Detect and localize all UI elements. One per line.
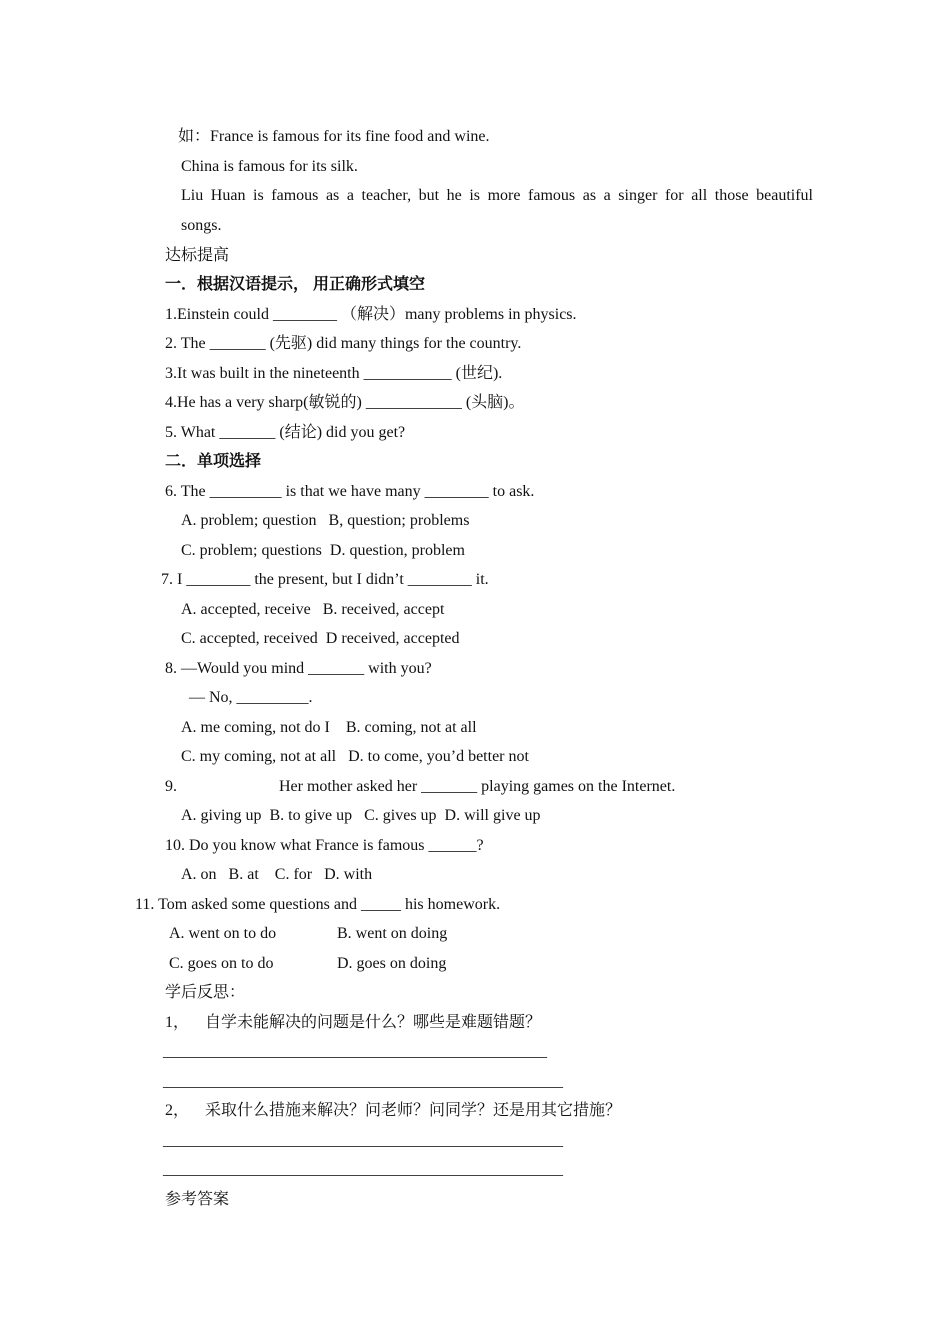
question-8-reply: — No, _________. <box>189 689 313 706</box>
question-8: 8. —Would you mind _______ with you? <box>165 660 432 677</box>
question-8-options-cd: C. my coming, not at all D. to come, you’d better not <box>181 748 529 765</box>
answer-blank-2: __________________________________________________ <box>163 1073 563 1090</box>
answer-blank-3: __________________________________________________ <box>163 1132 563 1149</box>
question-9: Her mother asked her _______ playing games on the Internet. <box>279 778 676 795</box>
question-11-option-d: D. goes on doing <box>337 955 447 972</box>
example-line-4: songs. <box>181 217 222 234</box>
question-6-options-ab: A. problem; question B, question; problems <box>181 512 470 529</box>
example-line-3: Liu Huan is famous as a teacher, but he is more famous as a singer for all those beautiful <box>181 187 813 204</box>
answer-blank-1: ________________________________________________ <box>163 1043 547 1060</box>
part1-heading: 一．根据汉语提示， 用正确形式填空 <box>165 276 426 293</box>
question-1: 1.Einstein could ________ （解决）many problems in physics. <box>165 306 577 323</box>
section-heading: 达标提高 <box>165 247 230 264</box>
question-4: 4.He has a very sharp(敏锐的) ____________ (头脑)。 <box>165 394 525 411</box>
part2-heading: 二．单项选择 <box>165 453 262 470</box>
question-6-options-cd: C. problem; questions D. question, problem <box>181 542 465 559</box>
reflection-question-2: 2， 采取什么措施来解决？问老师？问同学？还是用其它措施？ <box>165 1102 622 1119</box>
question-11-option-a: A. went on to do <box>169 925 277 942</box>
question-9-number: 9. <box>165 778 177 795</box>
question-5: 5. What _______ (结论) did you get? <box>165 424 406 441</box>
example-line-2: China is famous for its silk. <box>181 158 358 175</box>
question-10: 10. Do you know what France is famous ______? <box>165 837 484 854</box>
question-7-options-cd: C. accepted, received D received, accepted <box>181 630 460 647</box>
reflection-heading: 学后反思： <box>165 984 246 1001</box>
question-3: 3.It was built in the nineteenth ___________ (世纪). <box>165 365 503 382</box>
question-11-option-b: B. went on doing <box>337 925 448 942</box>
question-2: 2. The _______ (先驱) did many things for the country. <box>165 335 522 352</box>
example-line-1: 如：France is famous for its fine food and wine. <box>178 128 490 145</box>
answers-heading: 参考答案 <box>165 1191 230 1208</box>
question-7: 7. I ________ the present, but I didn’t ________ it. <box>161 571 489 588</box>
question-9-options: A. giving up B. to give up C. gives up D. will give up <box>181 807 541 824</box>
question-6: 6. The _________ is that we have many ________ to ask. <box>165 483 535 500</box>
question-11: 11. Tom asked some questions and _____ his homework. <box>135 896 501 913</box>
reflection-question-1: 1， 自学未能解决的问题是什么？哪些是难题错题？ <box>165 1014 542 1031</box>
question-8-options-ab: A. me coming, not do I B. coming, not at all <box>181 719 477 736</box>
question-7-options-ab: A. accepted, receive B. received, accept <box>181 601 445 618</box>
question-10-options: A. on B. at C. for D. with <box>181 866 373 883</box>
question-11-option-c: C. goes on to do <box>169 955 274 972</box>
answer-blank-4: __________________________________________________ <box>163 1161 563 1178</box>
